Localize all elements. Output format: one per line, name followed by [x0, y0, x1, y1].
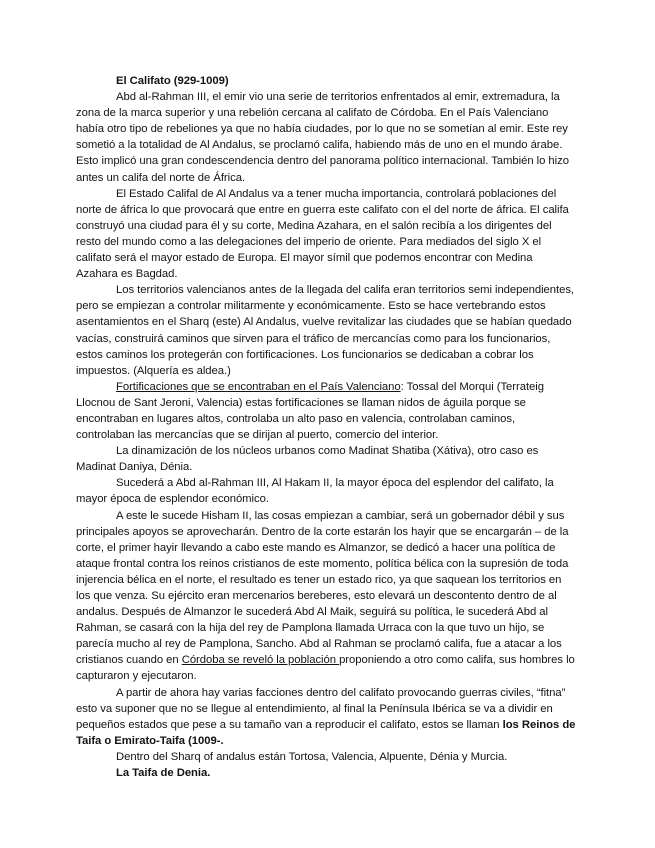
bold-phrase: los Reinos de Taifa o Emirato-Taifa (1009-. — [76, 718, 576, 747]
paragraph-text: Dentro del Sharq of andalus están Tortosa, Valencia, Alpuente, Dénia y Murcia. — [116, 750, 508, 763]
underlined-heading: Fortificaciones que se encontraban en el País Valenciano — [116, 380, 401, 393]
paragraph-text: A partir de ahora hay varias facciones dentro del califato provocando guerras civiles, “fitna” esto va suponer que no se llegue al entendimiento, al final la Península Ibérica se va a dividir en pequeños estados que pese a su tamaño van a reproducir el califato, estos se llaman — [76, 686, 566, 731]
paragraph-nucleos-urbanos — [76, 443, 576, 475]
paragraph-hisham — [76, 508, 576, 685]
paragraph-territorios-valencianos — [76, 282, 576, 379]
paragraph-sharq — [76, 749, 576, 765]
paragraph-text: La dinamización de los núcleos urbanos como Madinat Shatiba (Xátiva), otro caso es Madinat Daniya, Dénia. — [76, 445, 539, 474]
paragraph-fortificaciones — [76, 379, 576, 443]
paragraph-text: A este le sucede Hisham II, las cosas empiezan a cambiar, será un gobernador débil y sus principales apoyos se aprovecharán. Dentro de la corte estarán los hayir que se encargarán – de la corte, el primer hayir llevando a cabo este mando es Almanzor, se dedicó a hacer una política de ataque frontal contra los reinos cristianos de este momento, política bélica con la supresión de toda injerencia bélica en el norte, el resultado es tener un estado rico, ya que saquean los territorios en los que venza. Su ejército eran mercenarios bereberes, esto elevará un descontento dentro de al andalus. Después de Almanzor le sucederá Abd Al Maik, seguirá su política, le sucederá Abd al Rahman, se casará con la hija del rey de Pamplona llamada Urraca con la que tuvo un hijo, se parecía mucho al rey de Pamplona, Sancho. Abd al Rahman se proclamó califa, fue a atacar a los cristianos cuando en — [76, 509, 569, 667]
paragraph-text: Abd al-Rahman III, el emir vio una serie de territorios enfrentados al emir, extremadura, la zona de la marca superior y una rebelión cercana al califato de Córdoba. En el País Valenciano había otro tipo de rebeliones ya que no había ciudades, por lo que no se sometían al emir. Este rey sometió a la totalidad de Al Andalus, se proclamó califa, habiendo más de uno en el mundo árabe. Esto implicó una gran condescendencia dentro del panorama político internacional. También lo hizo antes un califa del norte de África. — [76, 91, 569, 184]
paragraph-fitna — [76, 685, 576, 749]
paragraph-abd-al-rahman — [76, 89, 576, 186]
section-subtitle: La Taifa de Denia. — [116, 767, 211, 780]
section-title: El Califato (929-1009) — [116, 75, 229, 87]
paragraph-text: El Estado Califal de Al Andalus va a tener mucha importancia, controlará poblaciones del norte de áfrica lo que provocará que entre en guerra este califato con el del norte de áfrica. El califa construyó una ciudad para él y su corte, Medina Azahara, en el salón recibía a los dirigentes del resto del mundo como a las delegaciones del imperio de oriente. Para mediados del siglo X el califato será el mayor estado de Europa. El mayor símil que podemos encontrar con Medina Azahara es Bagdad. — [76, 187, 569, 281]
paragraph-text: Sucederá a Abd al-Rahman III, Al Hakam II, la mayor época del esplendor del califato, la mayor época de esplendor económico. — [76, 477, 554, 506]
underlined-phrase: Córdoba se reveló la población — [181, 654, 340, 667]
paragraph-text: Los territorios valencianos antes de la llegada del califa eran territorios semi independientes, pero se empiezan a controlar militarmente y económicamente. Esto se hace vertebrando estos asentamientos en el Sharq (este) Al Andalus, vuelve revitalizar las ciudades que se habían quedado vacías, construirá caminos que sirven para el tráfico de mercancías como para los funcionarios, estos caminos los protegerán con fortificaciones. Los funcionarios se dedicaban a cobrar los impuestos. (Alquería es aldea.) — [76, 284, 575, 377]
paragraph-text: : Tossal del Morqui (Terrateig Llocnou de Sant Jeroni, Valencia) estas fortificaciones se llaman nidos de águila porque se encontraban en lugares altos, controlaba un alto paso en valencia, controlaban caminos, controlaban las mercancías que se dirijan al puerto, comercio del interior. — [76, 380, 544, 442]
paragraph-text-after: proponiendo a otro como califa, sus hombres lo capturaron y ejecutaron. — [76, 654, 575, 683]
document-page — [76, 73, 576, 781]
paragraph-estado-califal — [76, 186, 576, 283]
paragraph-al-hakam — [76, 475, 576, 507]
